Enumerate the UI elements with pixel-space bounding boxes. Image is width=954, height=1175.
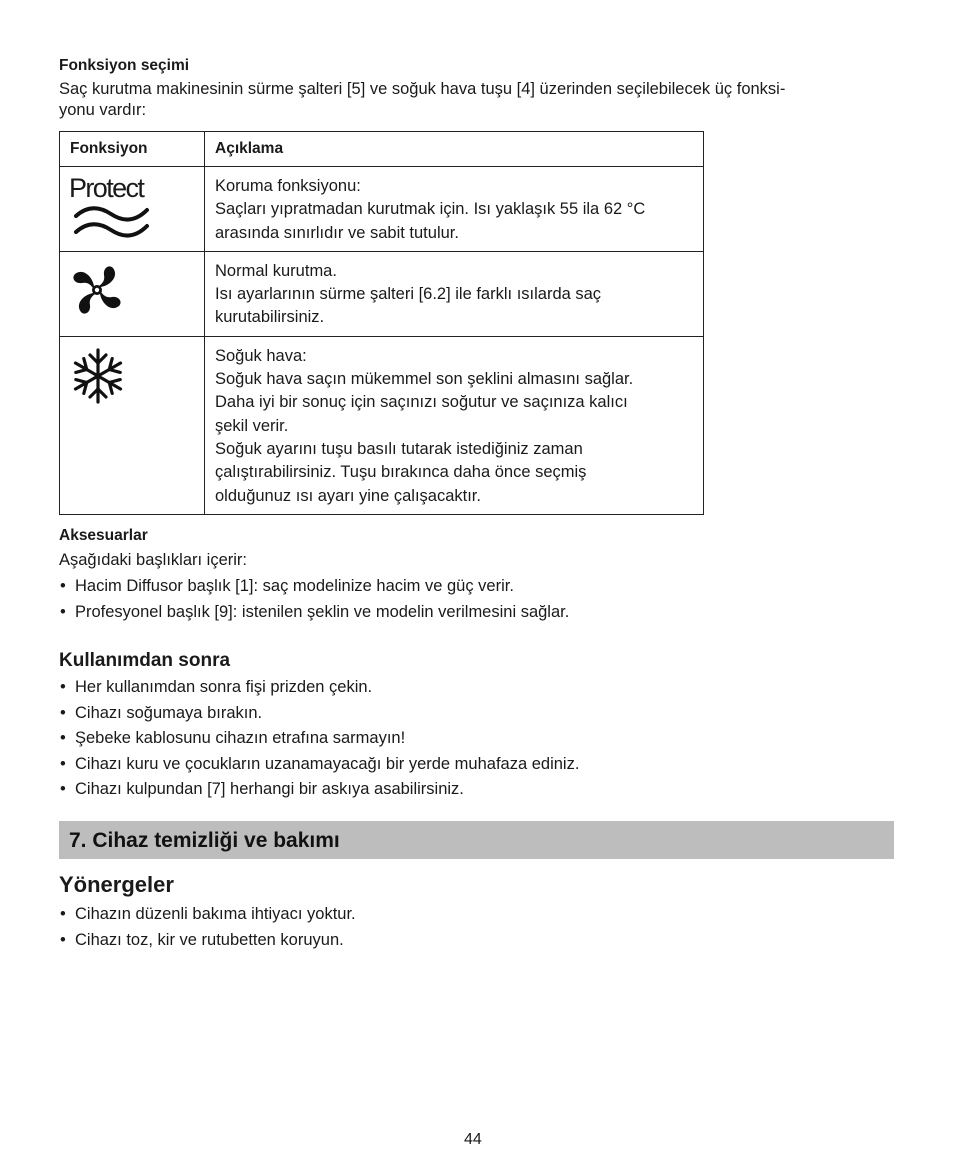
column-header-function: Fonksiyon [60,132,205,167]
description-line: Daha iyi bir sonuç için saçınızı soğutur ve saçınıza kalıcı [215,393,628,412]
description-line: Isı ayarlarının sürme şalteri [6.2] ile farklı ısılarda saç [215,285,602,304]
description-line: Soğuk hava saçın mükemmel son şeklini almasını sağlar. [215,370,634,389]
after-use-heading: Kullanımdan sonra [59,650,231,671]
protect-wave-icon [73,204,153,240]
function-selection-intro [59,79,889,121]
list-item: • Şebeke kablosunu cihazın etrafına sarmayın! [59,728,579,754]
section-title-bar [59,821,894,859]
fan-icon [69,262,125,318]
list-item: • Cihazı soğumaya bırakın. [59,703,579,729]
description-line: Saçları yıpratmadan kurutmak için. Isı yaklaşık 55 ila 62 °C [215,200,646,219]
function-description-cell [205,167,704,252]
accessories-intro: Aşağıdaki başlıkları içerir: [59,551,247,569]
description-line: Normal kurutma. [215,261,337,280]
column-header-description: Açıklama [205,132,704,167]
function-selection-heading: Fonksiyon seçimi [59,57,190,74]
snowflake-icon [69,347,127,405]
list-item: • Cihazı toz, kir ve rutubetten koruyun. [59,930,356,956]
list-item: • Cihazı kulpundan [7] herhangi bir askıya asabilirsiniz. [59,779,579,805]
table-row [60,336,704,514]
list-item: • Cihazın düzenli bakıma ihtiyacı yoktur. [59,904,356,930]
section-title: 7. Cihaz temizliği ve bakımı [69,829,340,852]
description-line: Soğuk ayarını tuşu basılı tutarak istediğiniz zaman [215,439,583,458]
description-line: kurutabilirsiniz. [215,308,325,327]
function-icon-cell [60,167,205,252]
description-line: şekil verir. [215,416,289,435]
instructions-list [59,904,356,955]
function-description-cell [205,251,704,336]
list-item: • Cihazı kuru ve çocukların uzanamayacağı bir yerde muhafaza ediniz. [59,754,579,780]
table-row [60,167,704,252]
protect-label: Protect [69,173,144,203]
description-line: Soğuk hava: [215,346,307,365]
list-item: • Hacim Diffusor başlık [1]: saç modelinize hacim ve güç verir. [59,576,569,602]
accessories-list [59,576,569,627]
after-use-list [59,677,579,805]
function-description-cell [205,336,704,514]
accessories-heading: Aksesuarlar [59,527,148,544]
instructions-heading: Yönergeler [59,872,174,897]
list-item: • Profesyonel başlık [9]: istenilen şeklin ve modelin verilmesini sağlar. [59,602,569,628]
function-icon-cell [60,251,205,336]
description-line: olduğunuz ısı ayarı yine çalışacaktır. [215,486,481,505]
intro-line: yonu vardır: [59,101,147,119]
description-line: çalıştırabilirsiniz. Tuşu bırakınca daha önce seçmiş [215,463,587,482]
function-table [59,131,704,515]
table-header-row [60,132,704,167]
description-line: arasında sınırlıdır ve sabit tutulur. [215,223,459,242]
function-icon-cell [60,336,205,514]
table-row [60,251,704,336]
list-item: • Her kullanımdan sonra fişi prizden çekin. [59,677,579,703]
description-line: Koruma fonksiyonu: [215,177,361,195]
intro-line: Saç kurutma makinesinin sürme şalteri [5] ve soğuk hava tuşu [4] üzerinden seçilebilecek üç fonksi- [59,80,786,98]
page-number: 44 [464,1131,482,1148]
